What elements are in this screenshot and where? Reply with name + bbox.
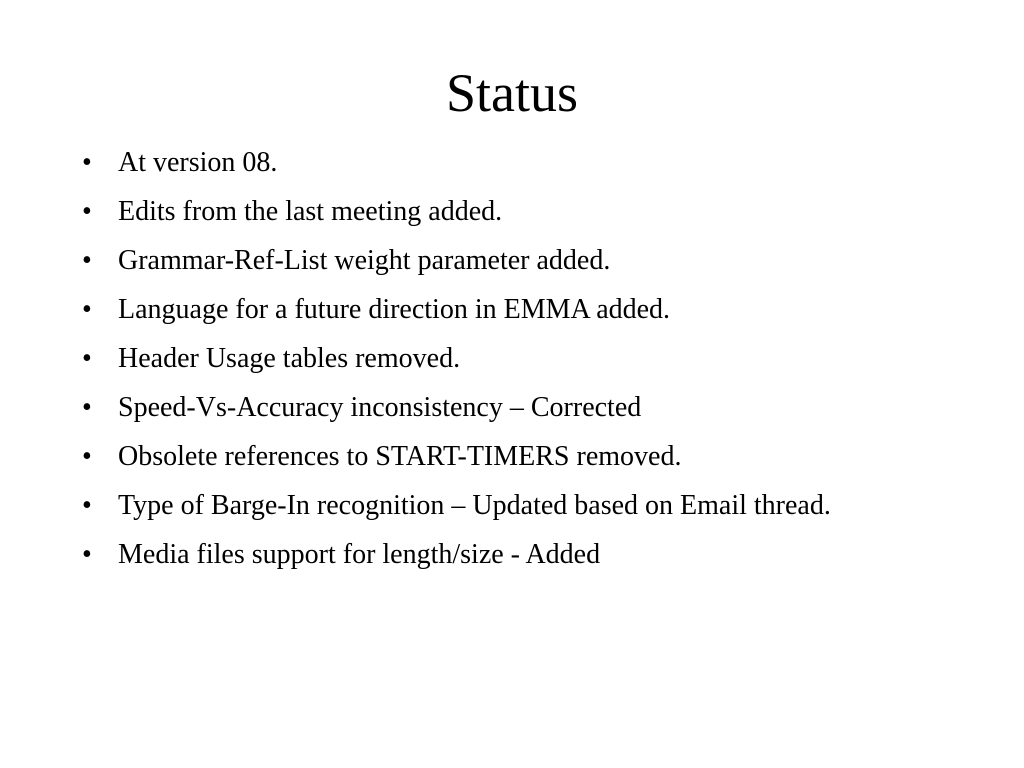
list-item-text: Grammar-Ref-List weight parameter added. (118, 245, 611, 276)
slide-title: Status (445, 63, 579, 123)
bullet-icon: • (82, 539, 92, 570)
bullet-icon: • (82, 196, 92, 227)
bullet-icon: • (82, 245, 92, 276)
list-item (77, 339, 937, 379)
bullet-list (77, 143, 937, 584)
list-item-text: Speed-Vs-Accuracy inconsistency – Corrected (118, 392, 642, 423)
list-item-text: Type of Barge-In recognition – Updated based on Email thread. (118, 490, 831, 521)
list-item-text: Media files support for length/size - Added (118, 539, 601, 570)
list-item (77, 388, 937, 428)
bullet-icon: • (82, 343, 92, 374)
list-item (77, 486, 937, 526)
list-item (77, 241, 937, 281)
bullet-icon: • (82, 441, 92, 472)
list-item-text: At version 08. (118, 147, 278, 178)
list-item (77, 143, 937, 183)
list-item (77, 290, 937, 330)
list-item-text: Language for a future direction in EMMA added. (118, 294, 671, 325)
list-item-text: Header Usage tables removed. (118, 343, 461, 374)
bullet-icon: • (82, 490, 92, 521)
list-item (77, 535, 937, 575)
list-item (77, 192, 937, 232)
list-item-text: Obsolete references to START-TIMERS removed. (118, 441, 682, 472)
list-item-text: Edits from the last meeting added. (118, 196, 503, 227)
bullet-icon: • (82, 392, 92, 423)
bullet-icon: • (82, 294, 92, 325)
list-item (77, 437, 937, 477)
bullet-icon: • (82, 147, 92, 178)
